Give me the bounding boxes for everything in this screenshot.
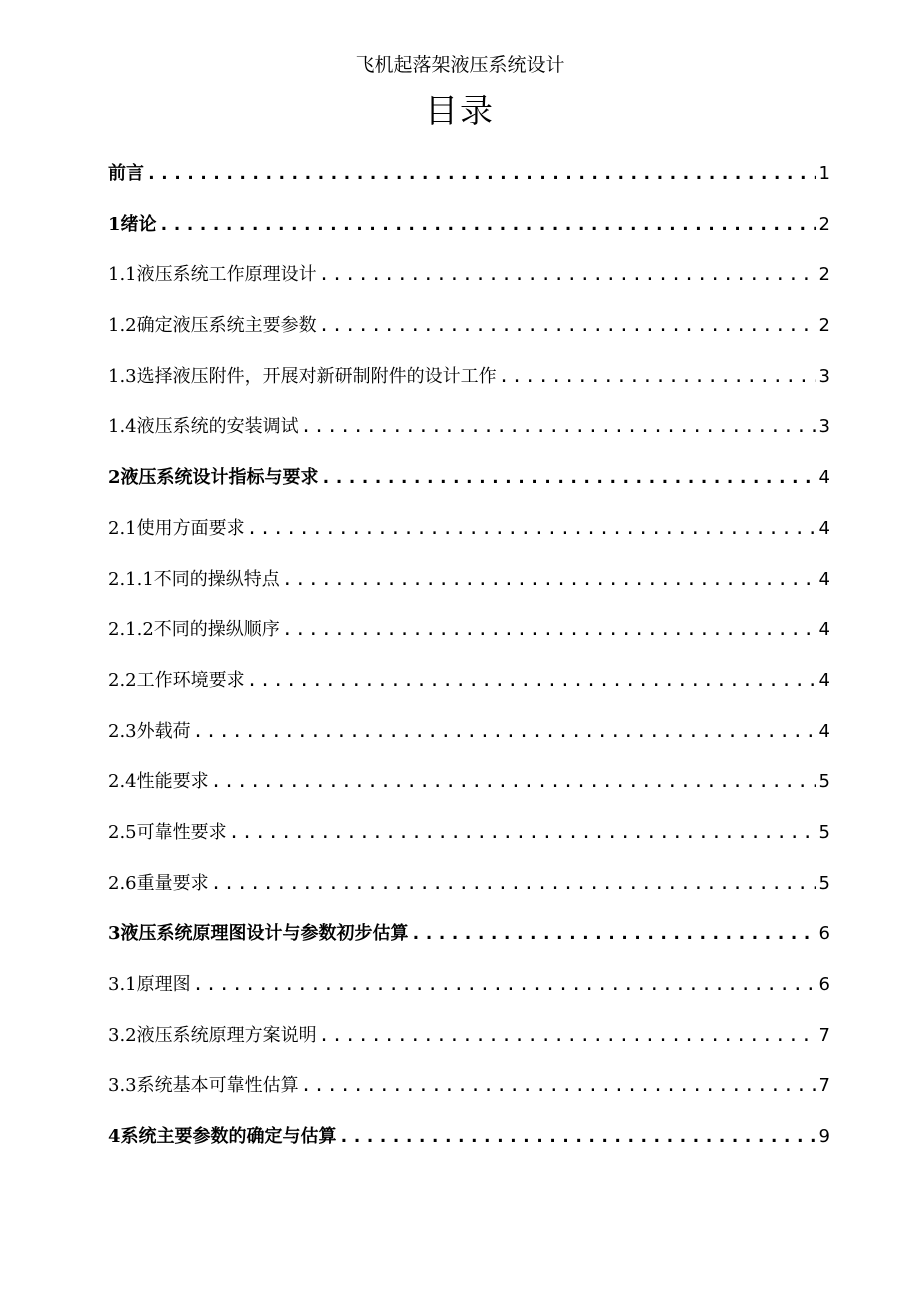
toc-entry[interactable] — [108, 149, 830, 200]
toc-entry-title: 4系统主要参数的确定与估算 — [108, 1126, 337, 1148]
toc-entry[interactable] — [108, 808, 830, 859]
toc-entry-title: 2.2工作环境要求 — [108, 669, 245, 691]
toc-entry-page: 2 — [818, 315, 830, 337]
dot-leader — [319, 301, 816, 352]
dot-leader — [319, 250, 816, 301]
toc-entry[interactable] — [108, 555, 830, 606]
toc-list — [108, 149, 830, 1163]
toc-entry-title: 2.1.1不同的操纵特点 — [108, 568, 280, 590]
toc-entry[interactable] — [108, 352, 830, 403]
toc-entry-title: 3.1原理图 — [108, 974, 191, 995]
dot-leader — [159, 200, 816, 251]
toc-entry-title: 2.4性能要求 — [108, 771, 209, 793]
dot-leader — [247, 504, 816, 555]
toc-entry-title: 3液压系统原理图设计与参数初步估算 — [108, 923, 409, 945]
toc-entry[interactable] — [108, 960, 830, 1011]
toc-entry-page: 4 — [818, 669, 830, 691]
toc-entry-page: 6 — [818, 923, 830, 945]
toc-entry-title: 2.6重量要求 — [108, 872, 209, 894]
toc-entry-page: 5 — [818, 872, 830, 894]
toc-entry-title: 2.1.2不同的操纵顺序 — [108, 619, 280, 641]
toc-entry-title: 1.3选择液压附件，开展对新研制附件的设计工作 — [108, 365, 497, 387]
dot-leader — [301, 1061, 816, 1112]
toc-entry-page: 4 — [818, 517, 830, 539]
toc-entry[interactable] — [108, 1112, 830, 1163]
toc-entry[interactable] — [108, 200, 830, 251]
toc-entry-page: 4 — [818, 720, 830, 742]
toc-entry-page: 6 — [818, 974, 830, 995]
toc-entry[interactable] — [108, 250, 830, 301]
dot-leader — [319, 1011, 816, 1062]
toc-entry[interactable] — [108, 402, 830, 453]
toc-entry[interactable] — [108, 859, 830, 910]
toc-entry-title: 3.3系统基本可靠性估算 — [108, 1075, 299, 1097]
toc-entry[interactable] — [108, 909, 830, 960]
toc-entry-title: 2液压系统设计指标与要求 — [108, 467, 319, 489]
dot-leader — [247, 656, 816, 707]
toc-entry[interactable] — [108, 605, 830, 656]
toc-entry-page: 4 — [818, 619, 830, 641]
toc-entry[interactable] — [108, 656, 830, 707]
toc-entry-title: 1绪论 — [108, 213, 157, 235]
toc-entry-page: 7 — [818, 1024, 830, 1046]
toc-entry-title: 2.1使用方面要求 — [108, 517, 245, 539]
dot-leader — [282, 605, 816, 656]
toc-entry-title: 1.2确定液压系统主要参数 — [108, 315, 317, 337]
dot-leader — [282, 555, 816, 606]
toc-entry-page: 3 — [818, 416, 830, 438]
toc-title: 目录 — [425, 91, 495, 130]
toc-entry-page: 2 — [818, 264, 830, 286]
toc-entry[interactable] — [108, 1011, 830, 1062]
page-header: 飞机起落架液压系统设计 — [355, 54, 565, 76]
toc-entry-page: 4 — [818, 467, 830, 489]
toc-entry[interactable] — [108, 1061, 830, 1112]
toc-entry[interactable] — [108, 301, 830, 352]
dot-leader — [211, 757, 816, 808]
dot-leader — [146, 149, 816, 200]
dot-leader — [339, 1112, 816, 1163]
dot-leader — [193, 960, 816, 1011]
toc-entry-page: 5 — [818, 821, 830, 843]
toc-entry-page: 3 — [818, 365, 830, 387]
toc-entry[interactable] — [108, 453, 830, 504]
toc-entry-page: 2 — [818, 213, 830, 235]
dot-leader — [193, 707, 816, 758]
dot-leader — [411, 909, 816, 960]
dot-leader — [301, 402, 816, 453]
toc-entry[interactable] — [108, 707, 830, 758]
dot-leader — [229, 808, 816, 859]
toc-entry-title: 1.4液压系统的安装调试 — [108, 416, 299, 438]
toc-entry-title: 前言 — [108, 163, 144, 184]
toc-entry-title: 1.1液压系统工作原理设计 — [108, 264, 317, 286]
dot-leader — [321, 453, 816, 504]
toc-entry-title: 3.2液压系统原理方案说明 — [108, 1024, 317, 1046]
dot-leader — [499, 352, 816, 403]
toc-entry-title: 2.3外载荷 — [108, 720, 191, 742]
toc-entry-page: 4 — [818, 568, 830, 590]
toc-entry-page: 5 — [818, 771, 830, 793]
toc-entry[interactable] — [108, 757, 830, 808]
toc-entry-title: 2.5可靠性要求 — [108, 821, 227, 843]
dot-leader — [211, 859, 816, 910]
toc-entry[interactable] — [108, 504, 830, 555]
toc-entry-page: 1 — [818, 163, 830, 184]
toc-entry-page: 7 — [818, 1075, 830, 1097]
toc-entry-page: 9 — [818, 1126, 830, 1148]
